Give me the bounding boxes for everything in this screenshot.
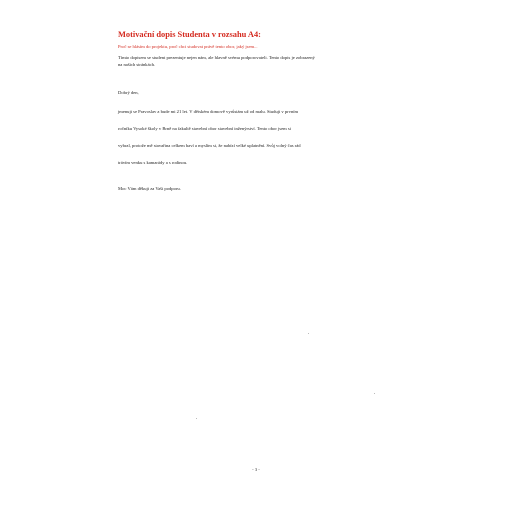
intro-line: na našich stránkách. [118,62,156,67]
scan-speck [196,418,197,419]
document-title: Motivační dopis Studenta v rozsahu A4: [118,30,261,39]
scan-speck [374,393,375,394]
body-line: vybral, protože mě stavařina celkem baví a myslím si, že nabízí velké uplatnění. Svůj volný čas rád [118,143,301,148]
page-number: - 3 - [252,467,260,472]
intro-paragraph [118,54,408,68]
document-subtitle: Proč se hlásím do projektu, proč chci studovat právě tento obor, jaký jsem... [118,44,258,49]
intro-line: Tímto dopisem se student prezentuje nejen nám, ale hlavně svému podporovateli. Tento dopis je zobrazený [118,55,315,60]
body-line: ročníku Vysoké školy v Brně na fakultě stavební obor stavební inženýrství. Tento obor jsem si [118,126,291,131]
body-line: trávím venku s kamarády a s rodinou. [118,160,188,165]
greeting: Dobrý den, [118,90,139,95]
closing-line: Moc Vám děkuji za Vaši podporu. [118,186,181,191]
scan-speck [308,333,309,334]
body-line: jmenuji se Pravoslav a bude mi 21 let. V dětském domově vyrůstám už od malu. Studuji v prvním [118,109,299,114]
